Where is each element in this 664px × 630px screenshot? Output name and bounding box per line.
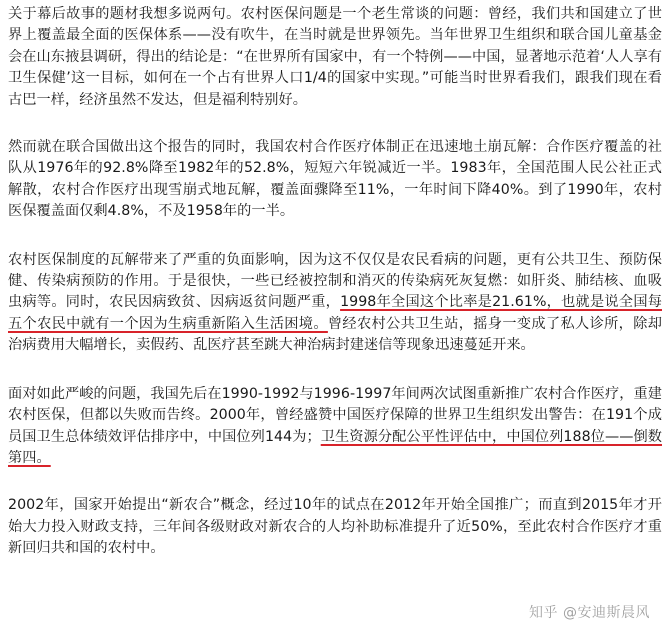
paragraph-4-text-a: 面对如此严峻的问题，我国先后在1990-1992与1996-1997年间两次试图重新推广农村合作医疗，重建农村医保，但都以失败而告终。2000年，曾经盛赞中国医疗保障的世界卫生组织发出警告：在191个成员国卫生总体绩效评估排序中，中国位列144为； xyxy=(8,385,662,445)
paragraph-1-text: 关于幕后故事的题材我想多说两句。农村医保问题是一个老生常谈的问题：曾经，我们共和国建立了世界上覆盖最全面的医保体系——没有吹牛，在当时就是世界领先。当年世界卫生组织和联合国儿童基金会在山东掖县调研，得出的结论是：“在世界所有国家中，有一个特例——中国，显著地示范着‘人人享有卫生保健’这一目标，如何在一个占有世界人口1/4的国家中实现。”可能当时世界看我们，跟我们现在看古巴一样，经济虽然不发达，但是福利特别好。 xyxy=(8,6,662,108)
paragraph-2 xyxy=(8,137,662,223)
paragraph-1 xyxy=(8,4,662,111)
article-body xyxy=(8,4,662,586)
paragraph-3-text-a: 农村医保制度的瓦解带来了严重的负面影响，因为这不仅仅是农民看病的问题，更有公共卫生、预防保健、传染病预防的作用。于是很快，一些已经被控制和消灭的传染病死灰复燃：如肝炎、肺结核、血吸虫病等。同时，农民因病致贫、因病返贫问题严重， xyxy=(8,251,662,311)
watermark: 知乎 @安迪斯晨风 xyxy=(529,605,650,621)
paragraph-2-text: 然而就在联合国做出这个报告的同时，我国农村合作医疗体制正在迅速地土崩瓦解：合作医疗覆盖的社队从1976年的92.8%降至1982年的52.8%，短短六年锐减近一半。1983年，全国范围人民公社正式解散，农村合作医疗出现雪崩式地瓦解，覆盖面骤降至11%，一年时间下降40%。到了1990年，农村医保覆盖面仅剩4.8%，不及1958年的一半。 xyxy=(8,139,662,220)
paragraph-4 xyxy=(8,384,662,470)
paragraph-5 xyxy=(8,495,662,559)
paragraph-3-text-b: 曾经农村公共卫生站，摇身一变成了私人诊所，除却治病费用大幅增长，卖假药、乱医疗甚至跳大神治病封建迷信等现象迅速蔓延开来。 xyxy=(8,315,662,354)
paragraph-3 xyxy=(8,250,662,357)
paragraph-4-highlight: 卫生资源分配公平性评估中，中国位列188位——倒数第四。 xyxy=(8,428,662,466)
paragraph-3-highlight: 1998年全国这个比率是21.61%，也就是说全国每五个农民中就有一个因为生病重新陷入生活困境。 xyxy=(8,294,662,332)
paragraph-5-text: 2002年，国家开始提出“新农合”概念，经过10年的试点在2012年开始全国推广；而直到2015年才开始大力投入财政支持，三年间各级财政对新农合的人均补助标准提升了近50%，至此农村合作医疗才重新回归共和国的农村中。 xyxy=(8,497,662,557)
